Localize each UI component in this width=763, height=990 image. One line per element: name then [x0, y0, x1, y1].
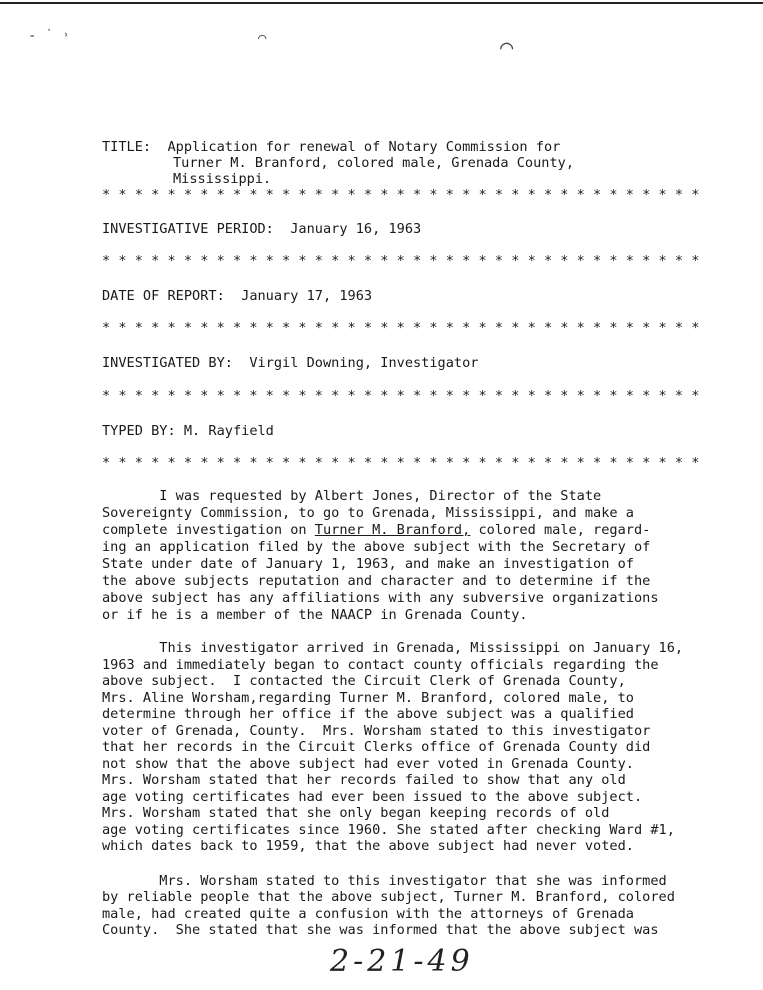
- title-label: TITLE:: [102, 139, 152, 155]
- paragraph-1-line: I was requested by Albert Jones, Director of the State: [102, 488, 602, 504]
- title-line-1: TITLE: Application for renewal of Notary Commission for: [102, 139, 561, 155]
- paragraph-2-line: that her records in the Circuit Clerks office of Grenada County did: [102, 739, 651, 755]
- paragraph-2-line: above subject. I contacted the Circuit Clerk of Grenada County,: [102, 673, 626, 689]
- top-border-rule: [0, 2, 763, 4]
- paragraph-1-line: the above subjects reputation and character and to determine if the: [102, 573, 651, 589]
- paragraph-2-line: not show that the above subject had ever voted in Grenada County.: [102, 756, 634, 772]
- paragraph-1-line: ing an application filed by the above subject with the Secretary of: [102, 539, 651, 555]
- investigated-by: INVESTIGATED BY: Virgil Downing, Investigator: [102, 355, 479, 371]
- paragraph-3-line: by reliable people that the above subject, Turner M. Branford, colored: [102, 889, 675, 905]
- paragraph-1-line: State under date of January 1, 1963, and make an investigation of: [102, 556, 634, 572]
- paragraph-2-line: age voting certificates since 1960. She stated after checking Ward #1,: [102, 822, 675, 838]
- separator: * * * * * * * * * * * * * * * * * * * * * * * * * * * * * * * * * * * * *: [102, 187, 700, 203]
- paragraph-1-line: above subject has any affiliations with any subversive organizations: [102, 590, 659, 606]
- paragraph-2-line: determine through her office if the above subject was a qualified: [102, 706, 634, 722]
- date-of-report: DATE OF REPORT: January 17, 1963: [102, 288, 373, 304]
- paragraph-2-line: age voting certificates had ever been issued to the above subject.: [102, 789, 643, 805]
- separator: * * * * * * * * * * * * * * * * * * * * * * * * * * * * * * * * * * * * *: [102, 253, 700, 269]
- separator: * * * * * * * * * * * * * * * * * * * * * * * * * * * * * * * * * * * * *: [102, 320, 700, 336]
- paragraph-2-line: voter of Grenada, County. Mrs. Worsham stated to this investigator: [102, 723, 651, 739]
- paragraph-2-line: Mrs. Worsham stated that she only began keeping records of old: [102, 805, 610, 821]
- scan-artifact-mark: ⌒: [258, 30, 267, 46]
- separator: * * * * * * * * * * * * * * * * * * * * * * * * * * * * * * * * * * * * *: [102, 455, 700, 471]
- paragraph-2-line: This investigator arrived in Grenada, Mississippi on January 16,: [102, 640, 684, 656]
- separator: * * * * * * * * * * * * * * * * * * * * * * * * * * * * * * * * * * * * *: [102, 388, 700, 404]
- scan-artifact-mark: - ˙ ˒: [28, 28, 71, 44]
- paragraph-2-line: Mrs. Worsham stated that her records failed to show that any old: [102, 772, 626, 788]
- paragraph-2-line: 1963 and immediately began to contact county officials regarding the: [102, 657, 659, 673]
- handwritten-page-number: 2-21-49: [330, 944, 474, 979]
- paragraph-3-line: County. She stated that she was informed that the above subject was: [102, 922, 659, 938]
- title-line-3: Mississippi.: [173, 171, 272, 187]
- paragraph-3-line: Mrs. Worsham stated to this investigator that she was informed: [102, 873, 667, 889]
- paragraph-1-line: or if he is a member of the NAACP in Grenada County.: [102, 607, 528, 623]
- paragraph-3-line: male, had created quite a confusion with the attorneys of Grenada: [102, 906, 634, 922]
- title-line-2: Turner M. Branford, colored male, Grenada County,: [173, 155, 575, 171]
- subject-name: Turner M. Branford,: [314, 522, 471, 538]
- scan-artifact-mark: ◠: [500, 36, 514, 61]
- investigative-period: INVESTIGATIVE PERIOD: January 16, 1963: [102, 221, 422, 237]
- paragraph-1-line: Sovereignty Commission, to go to Grenada, Mississippi, and make a: [102, 505, 634, 521]
- typed-by: TYPED BY: M. Rayfield: [102, 423, 274, 439]
- paragraph-2-line: Mrs. Aline Worsham,regarding Turner M. Branford, colored male, to: [102, 690, 634, 706]
- paragraph-2-line: which dates back to 1959, that the above subject had never voted.: [102, 838, 634, 854]
- paragraph-1-line: complete investigation on Turner M. Branford, colored male, regard-: [102, 522, 651, 538]
